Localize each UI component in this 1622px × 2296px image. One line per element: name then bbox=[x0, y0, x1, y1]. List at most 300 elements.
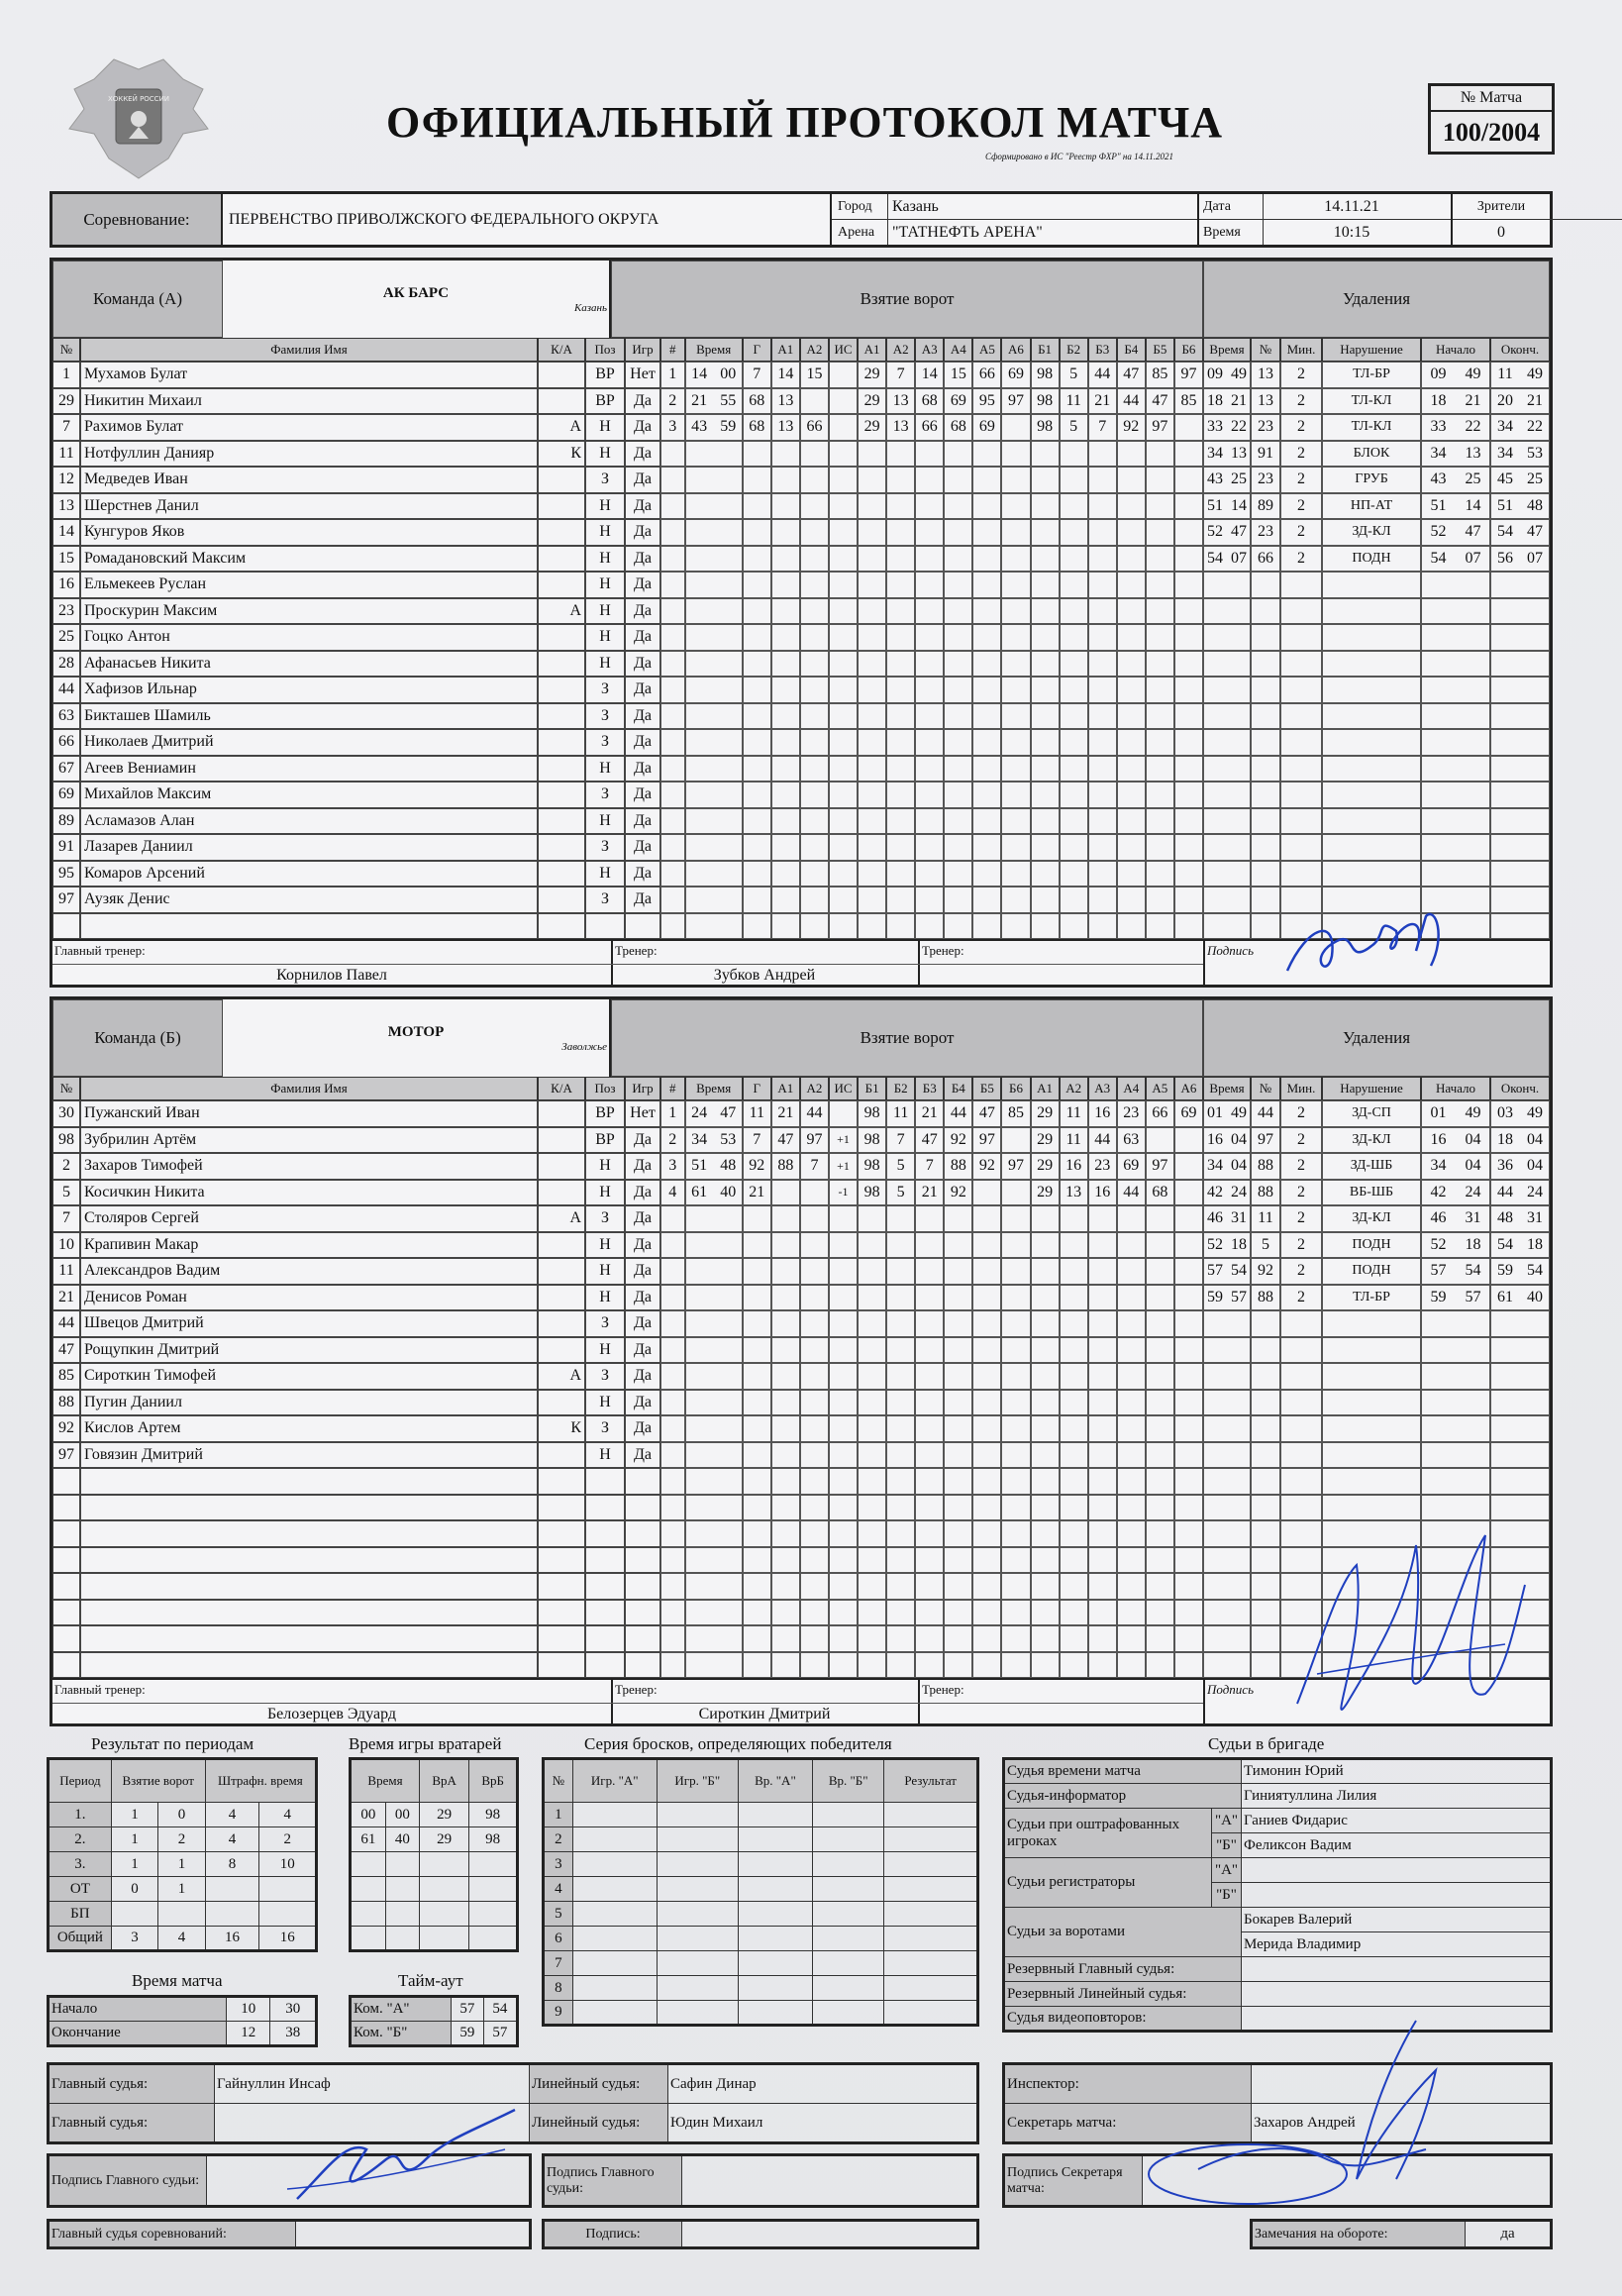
goal-cell bbox=[915, 887, 944, 913]
goal-cell bbox=[1060, 598, 1088, 625]
goal-cell bbox=[944, 808, 972, 835]
goal-cell bbox=[771, 572, 800, 598]
goal-value: 23 bbox=[1094, 1157, 1111, 1175]
fhr-logo bbox=[54, 50, 223, 188]
goal-judges-label: Судьи за воротами bbox=[1004, 1908, 1242, 1957]
goal-cell bbox=[1088, 861, 1117, 887]
penalty-cell bbox=[1322, 1310, 1421, 1337]
goal-cell bbox=[858, 624, 886, 651]
period-name: Общий bbox=[49, 1927, 112, 1951]
goal-cell bbox=[886, 782, 915, 808]
player-name: Косичкин Никита bbox=[80, 1180, 538, 1206]
goal-cell bbox=[685, 887, 743, 913]
goal-cell bbox=[1117, 441, 1146, 468]
goal-cell bbox=[800, 677, 829, 703]
coach2 bbox=[918, 1703, 1203, 1725]
goal-cell bbox=[1088, 1285, 1117, 1311]
goal-value: 92 bbox=[950, 1130, 966, 1148]
player-played: Да bbox=[625, 1363, 660, 1390]
goal-cell bbox=[972, 1337, 1001, 1364]
player-name: Пугин Даниил bbox=[80, 1390, 538, 1416]
goal-cell bbox=[1146, 703, 1174, 730]
goal-cell bbox=[1001, 1600, 1030, 1626]
goal-cell bbox=[915, 651, 944, 678]
goal-cell bbox=[972, 782, 1001, 808]
goal-cell bbox=[1031, 598, 1060, 625]
penalty-cell bbox=[1421, 756, 1490, 783]
goal-value: 97 bbox=[978, 1130, 995, 1148]
player-position: Н bbox=[585, 861, 625, 887]
goal-cell bbox=[1088, 1258, 1117, 1285]
notes-label: Замечания на обороте: bbox=[1252, 2221, 1466, 2248]
goal-cell bbox=[915, 467, 944, 493]
goal-cell bbox=[858, 782, 886, 808]
goal-cell bbox=[743, 519, 771, 546]
goal-cell bbox=[743, 1337, 771, 1364]
penalty-value: 2 bbox=[1297, 391, 1305, 409]
goal-cell bbox=[1088, 808, 1117, 835]
goal-cell bbox=[1031, 1600, 1060, 1626]
player-number: 7 bbox=[52, 414, 80, 441]
penalty-cell bbox=[1322, 1468, 1421, 1495]
goal-cell bbox=[1001, 703, 1030, 730]
player-number: 63 bbox=[52, 703, 80, 730]
player-position bbox=[585, 1547, 625, 1574]
penalty-value: 25 bbox=[1527, 470, 1543, 488]
penalty-value: 46 bbox=[1430, 1209, 1447, 1227]
goal-value: 5 bbox=[1069, 418, 1078, 436]
player-played bbox=[625, 913, 660, 940]
goal-cell bbox=[1031, 1625, 1060, 1652]
goal-value: 69 bbox=[1123, 1157, 1140, 1175]
penalty-value: 88 bbox=[1258, 1183, 1273, 1200]
goals-col-header: Взятие ворот bbox=[111, 1759, 205, 1803]
player-position bbox=[585, 1652, 625, 1679]
goal-cell bbox=[1117, 598, 1146, 625]
player-name: Медведев Иван bbox=[80, 467, 538, 493]
penalty-value: 34 bbox=[1430, 444, 1447, 462]
penalty-cell bbox=[1251, 1390, 1280, 1416]
goal-cell bbox=[685, 1285, 743, 1311]
penalty-value: 48 bbox=[1497, 1209, 1513, 1227]
penalty-cell bbox=[1280, 1442, 1322, 1469]
goal-cell bbox=[660, 1310, 685, 1337]
penalty-value: 43 bbox=[1207, 470, 1223, 488]
goal-cell bbox=[1001, 1573, 1030, 1600]
penalty-value: 23 bbox=[1258, 470, 1273, 488]
penalty-value: 07 bbox=[1527, 549, 1543, 567]
goal-cell bbox=[972, 1547, 1001, 1574]
goal-cell bbox=[800, 703, 829, 730]
player-position bbox=[585, 913, 625, 940]
goal-cell bbox=[1031, 913, 1060, 940]
goal-cell bbox=[1117, 861, 1146, 887]
goal-cell bbox=[800, 1600, 829, 1626]
team-city: Заволжье bbox=[561, 1040, 607, 1053]
penalty-cell bbox=[1490, 834, 1550, 861]
penalty-value: ЗД-КЛ bbox=[1352, 1210, 1391, 1226]
period-col-header: Период bbox=[49, 1759, 112, 1803]
player-played: Да bbox=[625, 782, 660, 808]
goal-value: 11 bbox=[1065, 1104, 1081, 1122]
head-coach-label: Главный тренер: bbox=[54, 1682, 146, 1697]
player-name bbox=[80, 913, 538, 940]
shootout-col-header: № bbox=[544, 1759, 573, 1803]
goal-value: 7 bbox=[896, 1130, 905, 1148]
arena-value: "ТАТНЕФТЬ АРЕНА" bbox=[892, 223, 1043, 241]
penalty-cell bbox=[1203, 703, 1251, 730]
goal-cell bbox=[944, 1415, 972, 1442]
goal-col-header: А1 bbox=[771, 338, 800, 362]
goal-cell bbox=[771, 808, 800, 835]
goal-cell bbox=[915, 1205, 944, 1232]
goal-value: 47 bbox=[1152, 391, 1168, 409]
goal-cell bbox=[685, 624, 743, 651]
goal-cell bbox=[685, 546, 743, 573]
goal-value: 11 bbox=[1065, 391, 1081, 409]
goal-cell bbox=[660, 887, 685, 913]
goal-cell bbox=[829, 677, 858, 703]
head-coach: Корнилов Павел bbox=[52, 964, 611, 987]
penalty-value: 54 bbox=[1497, 523, 1513, 541]
player-name: Рощупкин Дмитрий bbox=[80, 1337, 538, 1364]
goal-value: 47 bbox=[978, 1104, 995, 1122]
goal-value: 98 bbox=[1037, 365, 1054, 383]
goal-value: 95 bbox=[978, 391, 995, 409]
penalty-col-header: Оконч. bbox=[1490, 338, 1550, 362]
goal-cell bbox=[1117, 782, 1146, 808]
goal-cell bbox=[1060, 546, 1088, 573]
player-col-header: № bbox=[52, 1077, 80, 1100]
penalties-header: Удаления bbox=[1203, 261, 1550, 338]
goal-cell bbox=[1060, 519, 1088, 546]
goal-cell bbox=[800, 519, 829, 546]
player-role bbox=[538, 1468, 585, 1495]
timeout-table bbox=[349, 1995, 519, 2047]
city-label: Город bbox=[838, 198, 872, 214]
goal-cell bbox=[1117, 729, 1146, 756]
goal-col-header: А3 bbox=[1088, 1077, 1117, 1100]
player-role bbox=[538, 1547, 585, 1574]
goal-cell bbox=[944, 1573, 972, 1600]
shootout-row bbox=[544, 1927, 978, 1951]
goal-cell bbox=[660, 1285, 685, 1311]
comp-sign-label: Подпись: bbox=[544, 2221, 682, 2248]
penalty-value: 24 bbox=[1231, 1183, 1247, 1200]
goal-cell bbox=[1060, 1337, 1088, 1364]
penalty-value: 34 bbox=[1207, 1157, 1223, 1175]
reserve-main-label: Резервный Главный судья: bbox=[1004, 1957, 1242, 1982]
goal-cell bbox=[1001, 1390, 1030, 1416]
goalie-value bbox=[351, 1927, 386, 1951]
penalty-cell bbox=[1280, 677, 1322, 703]
goal-cell bbox=[829, 493, 858, 520]
goal-cell bbox=[743, 887, 771, 913]
player-played: Да bbox=[625, 808, 660, 835]
goal-cell bbox=[771, 1442, 800, 1469]
goal-cell bbox=[1031, 572, 1060, 598]
player-role bbox=[538, 1232, 585, 1259]
penalty-value: ПОДН bbox=[1352, 1236, 1391, 1252]
goal-cell bbox=[1146, 651, 1174, 678]
goal-value bbox=[1001, 1180, 1030, 1206]
goal-cell bbox=[915, 913, 944, 940]
secretary: Захаров Андрей bbox=[1252, 2104, 1552, 2143]
goal-cell bbox=[1060, 808, 1088, 835]
goal-cell bbox=[829, 1337, 858, 1364]
goal-cell bbox=[1088, 441, 1117, 468]
goal-cell bbox=[1117, 677, 1146, 703]
goal-cell bbox=[1001, 598, 1030, 625]
player-played bbox=[625, 1573, 660, 1600]
goal-col-header: А6 bbox=[1001, 338, 1030, 362]
penalty-cell bbox=[1280, 861, 1322, 887]
goal-value: 11 bbox=[749, 1104, 764, 1122]
penalty-cell bbox=[1251, 1415, 1280, 1442]
goal-cell bbox=[800, 1442, 829, 1469]
goal-cell bbox=[660, 1442, 685, 1469]
player-role bbox=[538, 1337, 585, 1364]
timeout-b-sec: 57 bbox=[483, 2022, 517, 2046]
goal-cell bbox=[1146, 808, 1174, 835]
goal-cell bbox=[1174, 651, 1203, 678]
player-number: 11 bbox=[52, 1258, 80, 1285]
goal-cell bbox=[1060, 913, 1088, 940]
player-position: Н bbox=[585, 624, 625, 651]
shootout-col-header: Вр. "Б" bbox=[813, 1759, 884, 1803]
goal-value: 85 bbox=[1180, 391, 1197, 409]
goal-cell bbox=[1117, 1573, 1146, 1600]
goal-cell bbox=[1117, 1520, 1146, 1547]
goal-cell bbox=[685, 1205, 743, 1232]
goal-cell bbox=[1001, 1258, 1030, 1285]
goal-cell bbox=[1031, 703, 1060, 730]
goal-value: 40 bbox=[720, 1183, 737, 1200]
player-row bbox=[52, 1415, 1550, 1442]
goal-cell bbox=[1031, 1495, 1060, 1521]
penalty-value: 34 bbox=[1430, 1157, 1447, 1175]
penalty-cell bbox=[1203, 729, 1251, 756]
penalty-value: 61 bbox=[1497, 1288, 1513, 1305]
goal-col-header: Б5 bbox=[972, 1077, 1001, 1100]
coach: Зубков Андрей bbox=[611, 964, 918, 987]
penalty-cell bbox=[1203, 1547, 1251, 1574]
goal-cell bbox=[660, 572, 685, 598]
goal-cell bbox=[771, 493, 800, 520]
goal-cell bbox=[829, 1652, 858, 1679]
shootout-cell bbox=[657, 2001, 738, 2026]
goal-cell bbox=[829, 1573, 858, 1600]
goal-cell bbox=[1088, 1600, 1117, 1626]
goal-cell bbox=[1174, 1363, 1203, 1390]
goal-value bbox=[800, 1180, 829, 1206]
goal-cell bbox=[1060, 1205, 1088, 1232]
goal-cell bbox=[1031, 1337, 1060, 1364]
goal-cell bbox=[829, 1363, 858, 1390]
goal-cell bbox=[1146, 1547, 1174, 1574]
penalty-value: ГРУБ bbox=[1355, 471, 1388, 487]
goal-col-header: А4 bbox=[1117, 1077, 1146, 1100]
goal-value: 21 bbox=[691, 391, 708, 409]
goal-cell bbox=[858, 1547, 886, 1574]
player-number: 67 bbox=[52, 756, 80, 783]
player-col-header: Игр bbox=[625, 338, 660, 362]
goal-cell bbox=[1001, 1310, 1030, 1337]
penalty-value: 44 bbox=[1258, 1104, 1273, 1122]
goal-cell bbox=[972, 1310, 1001, 1337]
goalie-time-table bbox=[349, 1757, 519, 1952]
goal-value: 44 bbox=[950, 1104, 966, 1122]
goal-cell bbox=[1117, 1363, 1146, 1390]
shootout-cell bbox=[813, 1927, 884, 1951]
goalie-value bbox=[385, 1877, 419, 1902]
goal-value: 11 bbox=[1065, 1130, 1081, 1148]
player-played: Да bbox=[625, 1180, 660, 1206]
player-role: К bbox=[538, 1415, 585, 1442]
goal-cell bbox=[886, 1205, 915, 1232]
shootout-number: 8 bbox=[544, 1976, 573, 2001]
goal-cell bbox=[1031, 887, 1060, 913]
secretary-sign-label: Подпись Секретаря матча: bbox=[1004, 2155, 1143, 2207]
goal-cell bbox=[1088, 887, 1117, 913]
goal-cell bbox=[829, 1310, 858, 1337]
player-position: З bbox=[585, 729, 625, 756]
penalty-col-header: Время bbox=[1203, 1077, 1251, 1100]
comp-judge-label: Главный судья соревнований: bbox=[49, 2221, 296, 2248]
goal-cell bbox=[1001, 834, 1030, 861]
goal-cell bbox=[858, 1390, 886, 1416]
goal-cell bbox=[660, 703, 685, 730]
goalie-row bbox=[351, 1827, 518, 1852]
penalty-cell bbox=[1251, 887, 1280, 913]
team-name-box bbox=[223, 261, 611, 338]
city-value: Казань bbox=[892, 197, 939, 215]
goal-cell bbox=[1088, 1390, 1117, 1416]
goal-cell bbox=[1031, 1520, 1060, 1547]
goal-cell bbox=[1146, 546, 1174, 573]
shootout-number: 6 bbox=[544, 1927, 573, 1951]
player-role bbox=[538, 388, 585, 415]
line-ref-label-1: Линейный судья: bbox=[530, 2064, 668, 2104]
player-role bbox=[538, 1127, 585, 1154]
goal-cell bbox=[660, 677, 685, 703]
goal-cell bbox=[800, 1573, 829, 1600]
penalty-cell bbox=[1490, 1390, 1550, 1416]
player-role bbox=[538, 808, 585, 835]
goal-cell bbox=[743, 834, 771, 861]
penalty-value: 24 bbox=[1527, 1183, 1543, 1200]
shootout-row bbox=[544, 1902, 978, 1927]
penalty-cell bbox=[1203, 782, 1251, 808]
goal-cell bbox=[886, 1547, 915, 1574]
goal-cell bbox=[858, 1468, 886, 1495]
penalty-value: 18 bbox=[1430, 391, 1447, 409]
goal-cell bbox=[1088, 729, 1117, 756]
shootout-cell bbox=[572, 1852, 657, 1877]
player-name bbox=[80, 1652, 538, 1679]
goal-value: 97 bbox=[806, 1130, 823, 1148]
goalie-value bbox=[419, 1902, 468, 1927]
penalty-col-header: Начало bbox=[1421, 338, 1490, 362]
player-col-header: К/А bbox=[538, 1077, 585, 1100]
penalty-value: 49 bbox=[1231, 365, 1247, 383]
player-position: Н bbox=[585, 493, 625, 520]
signature-coach-a bbox=[1277, 896, 1475, 991]
goal-cell bbox=[915, 1547, 944, 1574]
player-position bbox=[585, 1600, 625, 1626]
goal-value: +1 bbox=[837, 1132, 850, 1147]
player-name: Николаев Дмитрий bbox=[80, 729, 538, 756]
player-row bbox=[52, 1310, 1550, 1337]
goal-cell bbox=[858, 861, 886, 887]
penalty-cell bbox=[1490, 1415, 1550, 1442]
goal-cell bbox=[915, 834, 944, 861]
shootout-cell bbox=[884, 1902, 978, 1927]
goal-cell bbox=[1060, 729, 1088, 756]
penalty-cell bbox=[1421, 1363, 1490, 1390]
goal-cell bbox=[743, 1468, 771, 1495]
goal-cell bbox=[1174, 1258, 1203, 1285]
period-row bbox=[49, 1927, 317, 1951]
goal-cell bbox=[1117, 624, 1146, 651]
goal-value: 44 bbox=[1123, 1183, 1140, 1200]
goal-cell bbox=[1174, 1652, 1203, 1679]
penalty-value: 01 bbox=[1207, 1104, 1223, 1122]
goal-cell bbox=[743, 1547, 771, 1574]
penalty-cell bbox=[1251, 729, 1280, 756]
player-number: 97 bbox=[52, 1442, 80, 1469]
goal-cell bbox=[800, 913, 829, 940]
shootout-cell bbox=[657, 1803, 738, 1827]
goal-cell bbox=[1174, 441, 1203, 468]
shootout-cell bbox=[657, 1902, 738, 1927]
timeout-b-label: Ком. "Б" bbox=[351, 2022, 452, 2046]
goal-value bbox=[1146, 1127, 1174, 1154]
goal-cell bbox=[886, 1363, 915, 1390]
goal-cell bbox=[685, 1363, 743, 1390]
goal-cell bbox=[829, 624, 858, 651]
penalty-cell bbox=[1490, 808, 1550, 835]
penalty-cell bbox=[1251, 913, 1280, 940]
goal-cell bbox=[1146, 1258, 1174, 1285]
goal-cell bbox=[743, 1390, 771, 1416]
player-name: Комаров Арсений bbox=[80, 861, 538, 887]
penalty-value: 04 bbox=[1527, 1130, 1543, 1148]
period-name: ОТ bbox=[49, 1877, 112, 1902]
player-row bbox=[52, 756, 1550, 783]
goal-cell bbox=[660, 651, 685, 678]
penalty-cell bbox=[1203, 1600, 1251, 1626]
match-start-hour: 10 bbox=[227, 1997, 270, 2022]
goal-value: 7 bbox=[1098, 418, 1107, 436]
goal-cell bbox=[1031, 1390, 1060, 1416]
goal-cell bbox=[858, 441, 886, 468]
player-role bbox=[538, 1180, 585, 1206]
penalty-value: 51 bbox=[1207, 496, 1223, 514]
match-time-table bbox=[47, 1995, 318, 2047]
goal-cell bbox=[1174, 834, 1203, 861]
penalty-value: 23 bbox=[1258, 523, 1273, 541]
player-number: 5 bbox=[52, 1180, 80, 1206]
penalty-cell bbox=[1203, 1468, 1251, 1495]
goal-cell bbox=[1088, 703, 1117, 730]
goalie-value: 00 bbox=[351, 1803, 386, 1827]
penalty-value: ТЛ-КЛ bbox=[1351, 392, 1392, 408]
goal-cell bbox=[743, 861, 771, 887]
period-value bbox=[158, 1902, 205, 1927]
goal-value: 97 bbox=[1152, 418, 1168, 436]
player-row bbox=[52, 808, 1550, 835]
